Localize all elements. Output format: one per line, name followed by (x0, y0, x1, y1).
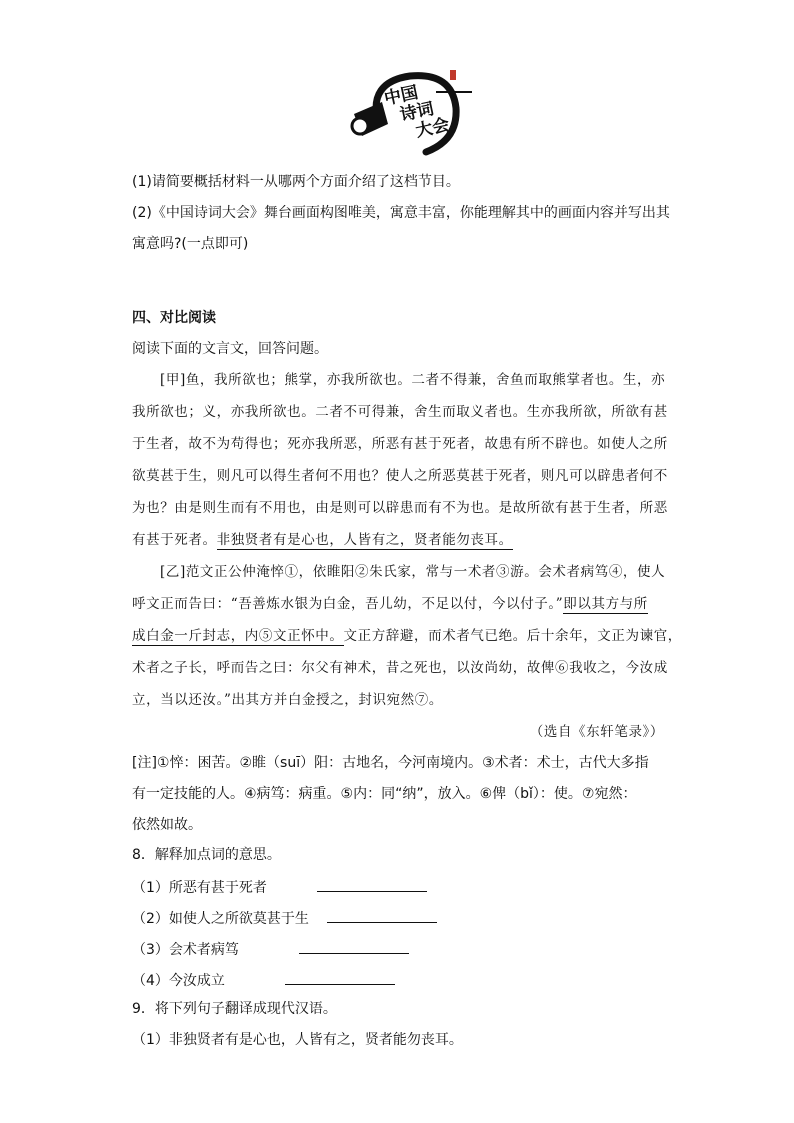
note-line: 有一定技能的人。④病笃：病重。⑤内：同“纳”，放入。⑥俾（bǐ）：使。⑦宛然： (132, 786, 637, 802)
answer-blank[interactable] (317, 877, 427, 892)
logo-text-line: 中国 (382, 82, 420, 110)
passage-jia-line-last (132, 531, 513, 549)
underlined-sentence: 即以其方与所 (563, 596, 648, 612)
passage-yi-line: [乙]范文正公仲淹悴①，依睢阳②朱氏家，常与一术者③游。会术者病笃④，使人 (160, 564, 666, 580)
answer-blank[interactable] (285, 970, 395, 985)
passage-jia-line: 于生者，故不为苟得也；死亦我所恶，所恶有甚于死者，故患有所不辟也。如使人之所 (132, 436, 668, 452)
passage-jia-line: 欲莫甚于生，则凡可以得生者何不用也？使人之所恶莫甚于死者，则凡可以辟患者何不 (132, 468, 668, 484)
passage-yi-line (132, 595, 648, 613)
passage-yi-line (132, 627, 682, 645)
question-line: (1)请简要概括材料一从哪两个方面介绍了这档节目。 (132, 174, 460, 190)
passage-yi-text: 文正方辞避，而术者气已绝。后十余年，文正为谏官， (343, 628, 682, 644)
question-8-item (132, 908, 437, 928)
passage-yi-line: 立，当以还汝。”出其方并白金授之，封识宛然⑦。 (132, 692, 443, 708)
question-8-item (132, 939, 409, 959)
question-8-item-text: （2）如使人之所欲莫甚于生 (132, 911, 309, 927)
instruction-text: 阅读下面的文言文，回答问题。 (132, 341, 328, 357)
question-9-title: 9．将下列句子翻译成现代汉语。 (132, 1001, 337, 1017)
logo-text-line: 诗词 (398, 98, 436, 126)
question-9-item: （1）非独贤者有是心也，人皆有之，贤者能勿丧耳。 (132, 1032, 463, 1048)
question-8-item (132, 970, 395, 990)
passage-jia-text: 有甚于死者。 (132, 532, 217, 548)
question-line: 寓意吗?(一点即可) (132, 236, 249, 252)
answer-blank[interactable] (327, 908, 437, 923)
answer-blank[interactable] (299, 939, 409, 954)
section-title: 四、对比阅读 (132, 310, 216, 326)
underlined-sentence: 非独贤者有是心也，人皆有之，贤者能勿丧耳。 (216, 532, 513, 548)
logo (348, 62, 473, 160)
logo-text (383, 78, 454, 146)
question-8-item-text: （3）会术者病笃 (132, 942, 239, 958)
passage-yi-text: 呼文正而告曰：“吾善炼水银为白金，吾儿幼，不足以付，今以付子。” (132, 596, 564, 612)
question-8-item-text: （1）所恶有甚于死者 (132, 880, 267, 896)
question-8-title: 8．解释加点词的意思。 (132, 847, 281, 863)
underlined-sentence: 成白金一斤封志，内⑤文正怀中。 (132, 628, 344, 644)
note-line: [注]①悴：困苦。②睢（suī）阳：古地名，今河南境内。③术者：术士，古代大多指 (132, 755, 649, 771)
note-line: 依然如故。 (132, 817, 202, 833)
passage-jia-line: 我所欲也；义，亦我所欲也。二者不可得兼，舍生而取义者也。生亦我所欲，所欲有甚 (132, 404, 668, 420)
question-8-item (132, 877, 427, 897)
question-line: (2)《中国诗词大会》舞台画面构图唯美，寓意丰富，你能理解其中的画面内容并写出其 (132, 205, 670, 221)
question-8-item-text: （4）今汝成立 (132, 973, 225, 989)
logo-text-line: 大会 (413, 114, 452, 142)
source-citation: （选自《东轩笔录》） (529, 724, 664, 740)
passage-jia-line: [甲]鱼，我所欲也；熊掌，亦我所欲也。二者不得兼，舍鱼而取熊掌者也。生，亦 (160, 372, 666, 388)
logo-seal (450, 70, 456, 80)
passage-yi-line: 术者之子长，呼而告之曰：尔父有神术，昔之死也，以汝尚幼，故俾⑥我收之，今汝成 (132, 660, 668, 676)
passage-jia-line: 为也？由是则生而有不用也，由是则可以辟患而有不为也。是故所欲有甚于生者，所恶 (132, 500, 668, 516)
